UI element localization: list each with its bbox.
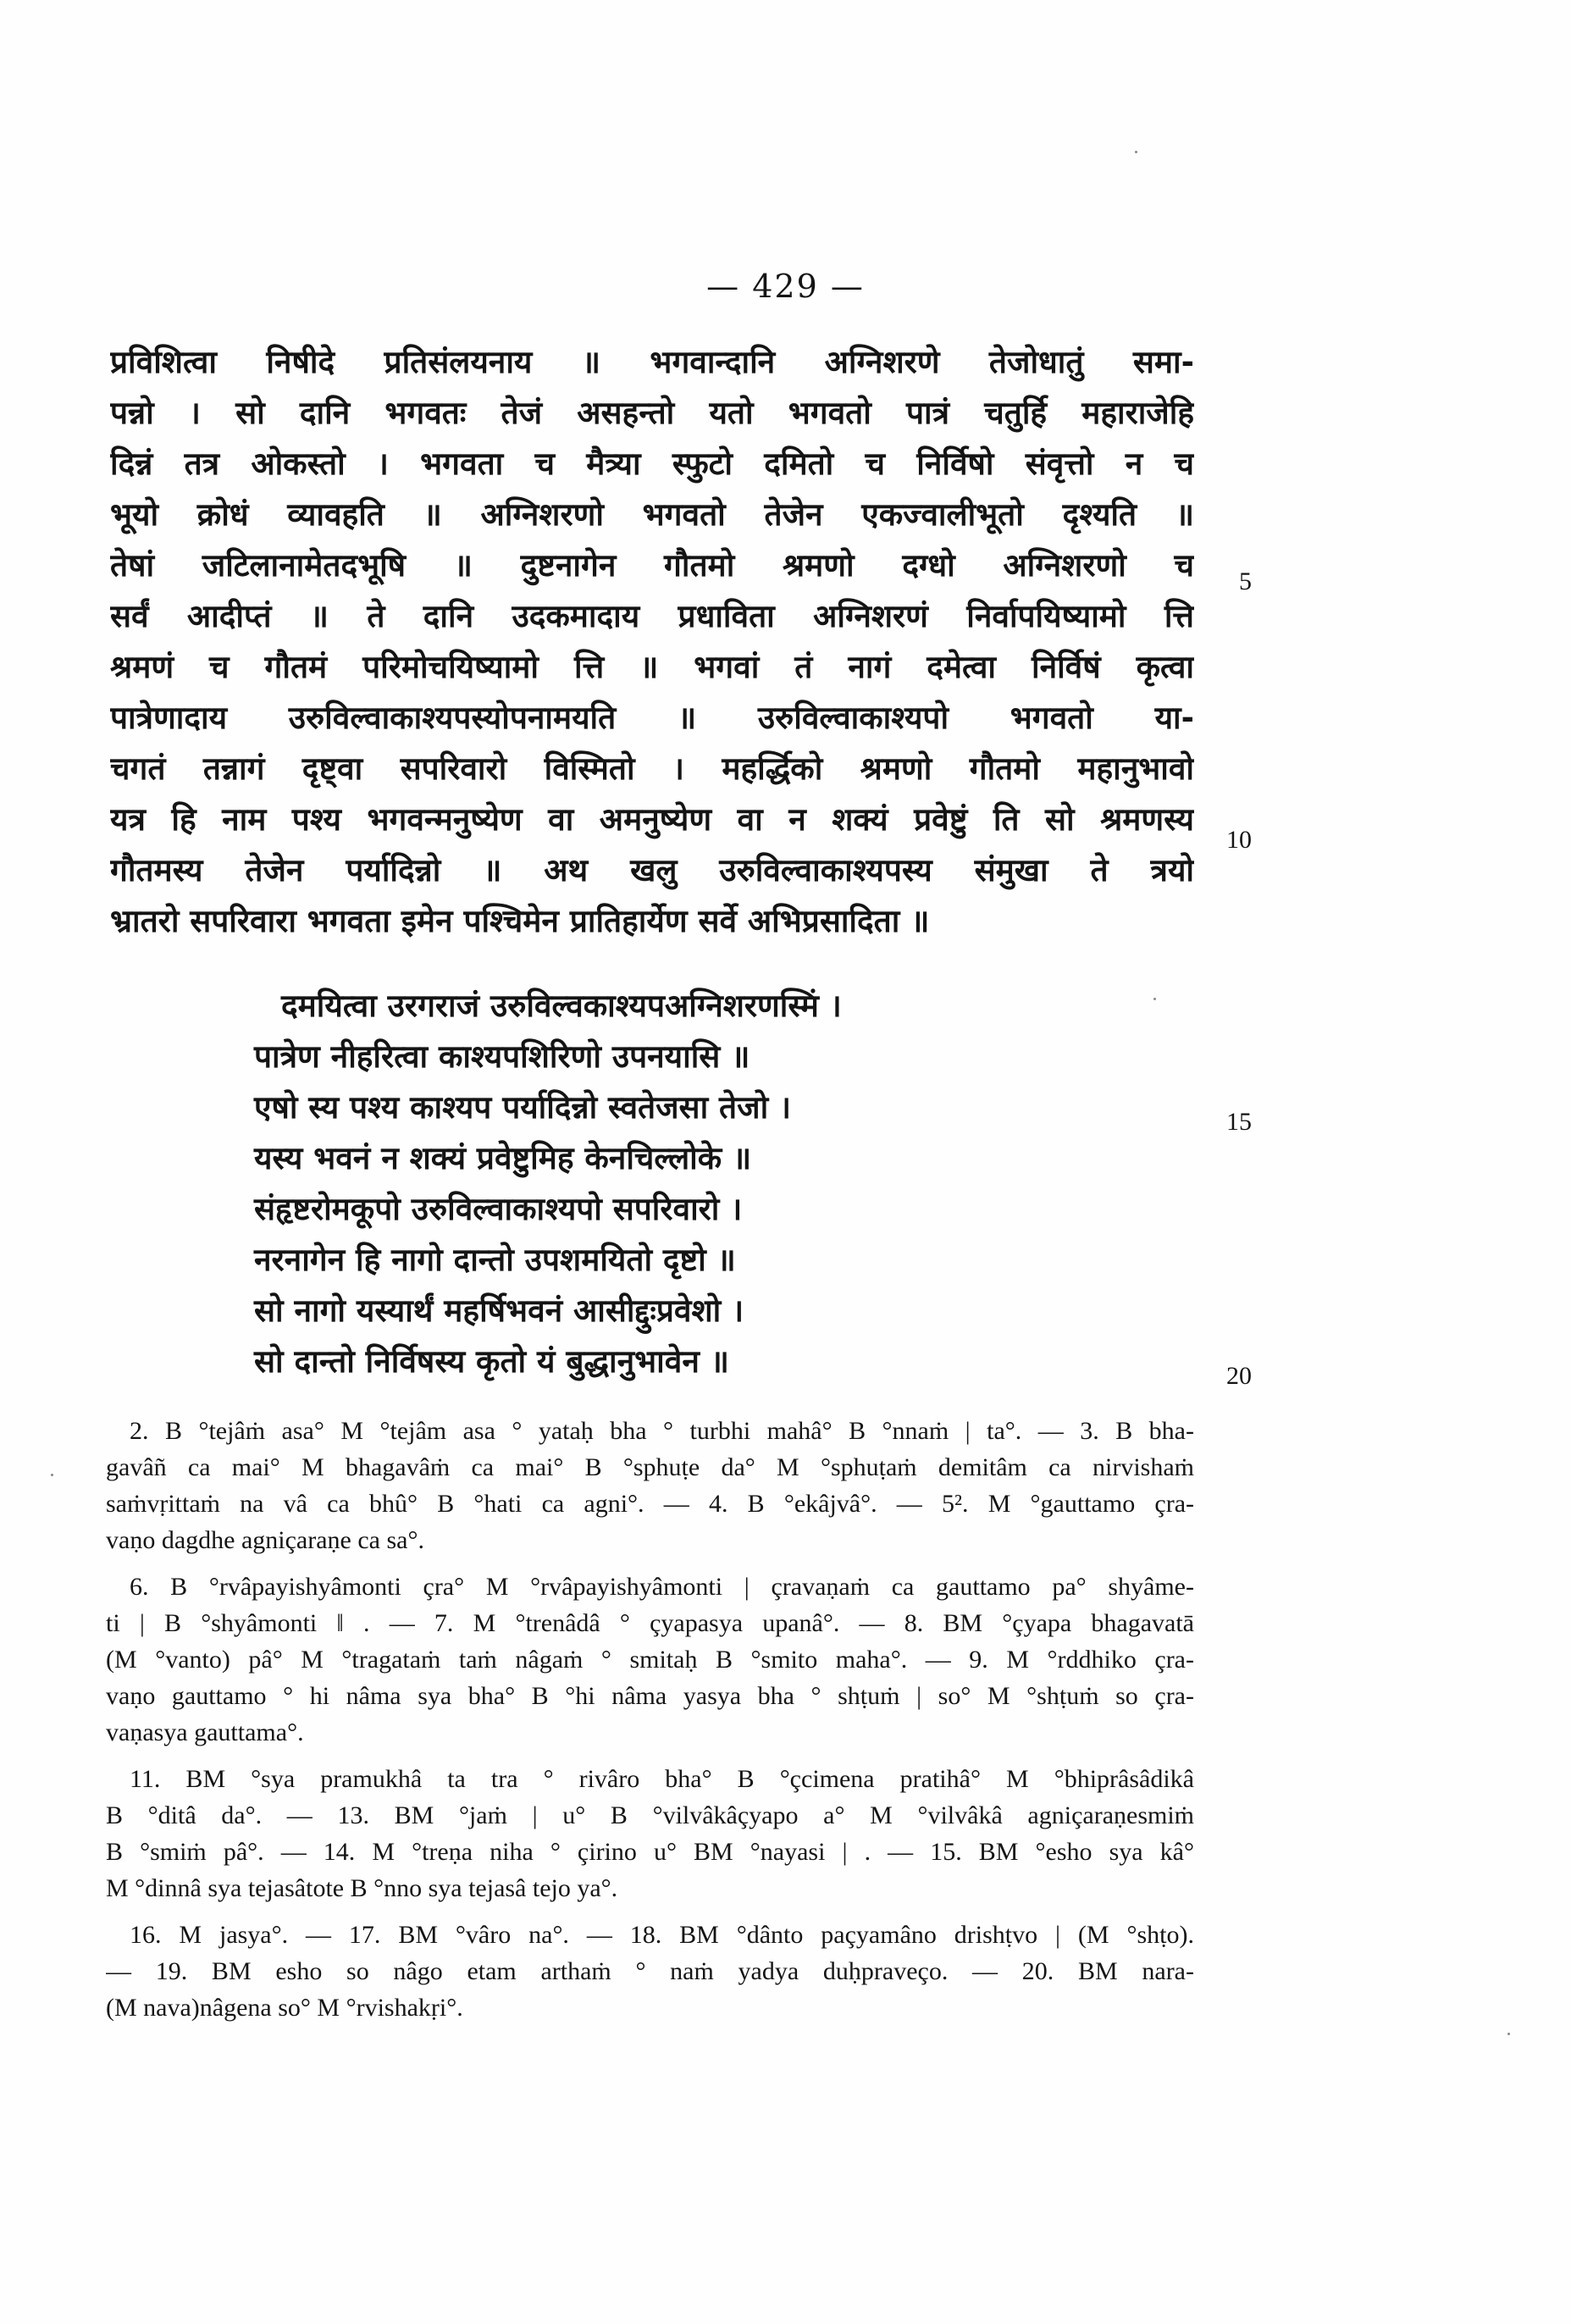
- footnote-line: vaṇo dagdhe agniçaraṇe ca sa°.: [106, 1526, 424, 1554]
- verse-line: नरनागेन हि नागो दान्तो उपशमयितो दृष्टो ॥: [254, 1242, 736, 1278]
- footnote-line: vaṇo gauttamo ° hi nâma sya bha° B °hi nâma yasya bha ° shṭuṁ | so° M °shṭuṁ so çra-: [106, 1682, 1194, 1710]
- scan-speck: [1507, 2033, 1510, 2035]
- scan-speck: [51, 1474, 53, 1476]
- verse-line: संहृष्टरोमकूपो उरुविल्वाकाश्यपो सपरिवारो ।: [254, 1191, 743, 1227]
- footnote-line: (M nava)nâgena so° M °rvishakṛi°.: [106, 1994, 463, 2022]
- line-number: 5: [1239, 567, 1252, 595]
- line-number: 20: [1226, 1362, 1252, 1390]
- prose-text: [110, 337, 1194, 947]
- text-line: श्रमणं च गौतमं परिमोचयिष्यामो त्ति ॥ भगवां तं नागं दमेत्वा निर्विषं कृत्वा: [110, 649, 1194, 685]
- footnote-line: M °dinnâ sya tejasâtote B °nno sya tejasâ tejo ya°.: [106, 1874, 618, 1902]
- line-number: 15: [1226, 1108, 1252, 1136]
- scan-speck: [1135, 151, 1137, 153]
- verse-line: दमयित्वा उरगराजं उरुविल्वकाश्यपअग्निशरणस्मिं ।: [281, 988, 842, 1024]
- footnote-line: 16. M jasya°. — 17. BM °vâro na°. — 18. BM °dânto paçyamâno drishṭvo | (M °shṭo).: [130, 1921, 1194, 1949]
- footnote-line: B °smiṁ pâ°. — 14. M °treṇa niha ° çirino u° BM °nayasi | . — 15. BM °esho sya kâ°: [106, 1838, 1194, 1866]
- text-line: पन्नो । सो दानि भगवतः तेजं असहन्तो यतो भगवतो पात्रं चतुर्हि महाराजेहि: [110, 395, 1194, 431]
- footnote-line: 6. B °rvâpayishyâmonti çra° M °rvâpayishyâmonti | çravaṇaṁ ca gauttamo pa° shyâme-: [130, 1573, 1194, 1601]
- text-line: तेषां जटिलानामेतदभूषि ॥ दुष्टनागेन गौतमो श्रमणो दग्धो अग्निशरणो च: [110, 547, 1194, 584]
- footnote-line: (M °vanto) pâ° M °tragataṁ taṁ nâgaṁ ° smitaḥ B °smito maha°. — 9. M °rddhiko çra-: [106, 1646, 1194, 1674]
- verse-line: सो दान्तो निर्विषस्य कृतो यं बुद्धानुभावेन ॥: [254, 1343, 729, 1380]
- footnote-line: saṁvṛittaṁ na vâ ca bhû° B °hati ca agni°. — 4. B °ekâjvâ°. — 5². M °gauttamo çra-: [106, 1490, 1194, 1518]
- text-line: प्रविशित्वा निषीदे प्रतिसंलयनाय ॥ भगवान्दानि अग्निशरणे तेजोधातुं समा-: [110, 344, 1194, 380]
- text-line: पात्रेणादाय उरुविल्वाकाश्यपस्योपनामयति ॥ उरुविल्वाकाश्यपो भगवतो या-: [110, 700, 1194, 736]
- footnote-line: B °ditâ da°. — 13. BM °jaṁ | u° B °vilvâkâçyapo a° M °vilvâkâ agniçaraṇesmiṁ: [106, 1801, 1194, 1829]
- footnote-line: ti | B °shyâmonti ‖ . — 7. M °trenâdâ ° çyapasya upanâ°. — 8. BM °çyapa bhagavatā: [106, 1609, 1194, 1637]
- text-line: दिन्नं तत्र ओकस्तो । भगवता च मैत्र्या स्फुटो दमितो च निर्विषो संवृत्तो न च: [110, 445, 1194, 482]
- text-line: गौतमस्य तेजेन पर्यादिन्नो ॥ अथ खलु उरुविल्वाकाश्यपस्य संमुखा ते त्रयो: [110, 852, 1194, 888]
- page-number: — 429 —: [706, 268, 865, 305]
- footnote-paragraph: [106, 1569, 1194, 1751]
- verse-line: पात्रेण नीहरित्वा काश्यपशिरिणो उपनयासि ॥: [254, 1038, 750, 1075]
- text-line: यत्र हि नाम पश्य भगवन्मनुष्येण वा अमनुष्येण वा न शक्यं प्रवेष्टुं ति सो श्रमणस्य: [110, 801, 1194, 838]
- verse-line: सो नागो यस्यार्थं महर्षिभवनं आसीद्दुःप्रवेशो ।: [254, 1292, 744, 1329]
- verse-line: यस्य भवनं न शक्यं प्रवेष्टुमिह केनचिल्लोके ॥: [254, 1140, 752, 1176]
- text-line: चगतं तन्नागं दृष्ट्वा सपरिवारो विस्मितो । महर्द्धिको श्रमणो गौतमो महानुभावो: [110, 750, 1194, 787]
- footnote-line: gavâñ ca mai° M bhagavâṁ ca mai° B °sphuṭe da° M °sphuṭaṁ demitâm ca nirvishaṁ: [106, 1453, 1194, 1481]
- footnote-line: — 19. BM esho so nâgo etam arthaṁ ° naṁ yadya duḥpraveço. — 20. BM nara-: [106, 1957, 1194, 1985]
- text-line: भूयो क्रोधं व्यावहति ॥ अग्निशरणो भगवतो तेजेन एकज्वालीभूतो दृश्यति ॥: [110, 496, 1194, 533]
- line-number: 10: [1226, 826, 1252, 854]
- footnote-line: 11. BM °sya pramukhâ ta tra ° rivâro bha° B °çcimena pratihâ° M °bhiprâsâdikâ: [130, 1765, 1194, 1793]
- footnote-line: vaṇasya gauttama°.: [106, 1718, 304, 1746]
- text-line: सर्वं आदीप्तं ॥ ते दानि उदकमादाय प्रधाविता अग्निशरणं निर्वापयिष्यामो त्ति: [110, 598, 1194, 634]
- footnote-line: 2. B °tejâṁ asa° M °tejâm asa ° yataḥ bha ° turbhi mahâ° B °nnaṁ | ta°. — 3. B bha-: [130, 1417, 1194, 1445]
- footnote-paragraph: [106, 1413, 1194, 1558]
- footnote-paragraph: [106, 1761, 1194, 1906]
- verse-block: [254, 981, 1101, 1387]
- scan-speck: [1153, 998, 1156, 1000]
- text-line: भ्रातरो सपरिवारा भगवता इमेन पश्चिमेन प्रातिहार्येण सर्वे अभिप्रसादिता ॥: [110, 903, 930, 939]
- footnote-paragraph: [106, 1917, 1194, 2026]
- footnotes: [106, 1413, 1194, 2036]
- verse-line: एषो स्य पश्य काश्यप पर्यादिन्नो स्वतेजसा तेजो ।: [254, 1089, 792, 1126]
